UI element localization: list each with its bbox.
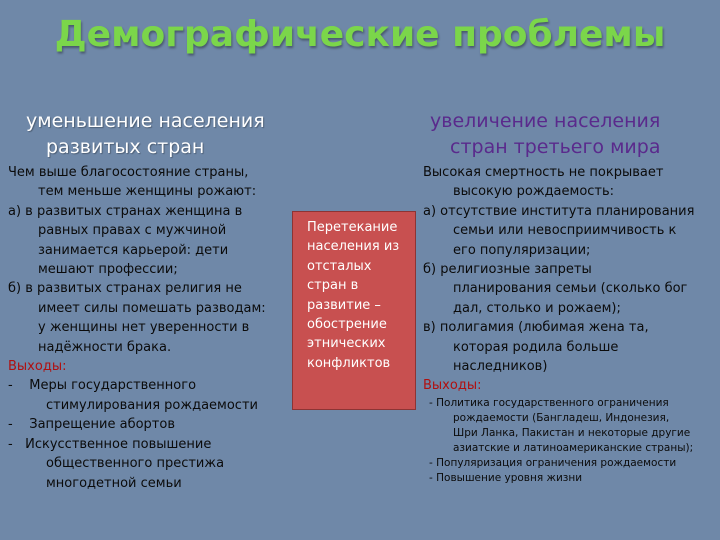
right-measure — [423, 471, 719, 486]
right-line: планирования семьи (сколько бог — [453, 281, 688, 297]
left-line: мешают профессии; — [38, 262, 178, 278]
left-line: занимается карьерой: дети — [38, 242, 229, 258]
right-line: которая родила больше — [453, 339, 619, 355]
right-column — [423, 163, 719, 486]
right-line: б) религиозные запреты — [423, 262, 592, 278]
box-line: стран в — [307, 278, 359, 294]
left-heading-line-2: развитых стран — [46, 136, 205, 158]
slide-title: Демографические проблемы — [54, 14, 666, 55]
dash-marker: - — [8, 378, 13, 394]
dash-marker: - — [8, 417, 13, 433]
dash-marker: - — [429, 396, 433, 409]
dash-marker: - — [8, 436, 13, 452]
right-line: наследников) — [453, 359, 548, 375]
measure-line: Популяризация ограничения рождаемости — [436, 456, 677, 469]
box-line: этнических — [307, 336, 386, 352]
box-line: отсталых — [307, 258, 372, 274]
right-line: семьи или невосприимчивость к — [453, 223, 677, 239]
right-point-a — [423, 202, 719, 260]
measure-line: стимулирования рождаемости — [46, 397, 258, 413]
left-measure — [8, 376, 298, 415]
measure-line: Запрещение абортов — [29, 417, 175, 433]
right-point-c — [423, 318, 719, 376]
box-line: обострение — [307, 317, 387, 333]
right-measure — [423, 456, 719, 471]
left-line: б) в развитых странах религия не — [8, 281, 242, 297]
measure-line: Шри Ланка, Пакистан и некоторые другие — [453, 426, 691, 439]
right-line: его популяризации; — [453, 242, 591, 258]
left-line: а) в развитых странах женщина в — [8, 203, 243, 219]
migration-box — [292, 211, 416, 410]
left-heading — [26, 108, 326, 160]
right-intro — [423, 163, 719, 202]
box-line: населения из — [307, 239, 400, 255]
left-heading-line-1: уменьшение населения — [26, 110, 265, 132]
right-line: высокую рождаемость: — [453, 184, 615, 200]
measure-line: Искусственное повышение — [25, 436, 212, 452]
dash-marker: - — [429, 471, 433, 484]
right-line: а) отсутствие института планирования — [423, 203, 695, 219]
left-measure — [8, 435, 298, 493]
left-point-b — [8, 279, 298, 357]
box-line: конфликтов — [307, 355, 391, 371]
right-measure — [423, 396, 719, 456]
measure-line: азиатские и латиноамериканские страны); — [453, 441, 694, 454]
left-column — [8, 163, 298, 493]
right-point-b — [423, 260, 719, 318]
right-measures — [423, 396, 719, 486]
measure-line: Меры государственного — [29, 378, 197, 394]
left-line: надёжности брака. — [38, 339, 172, 355]
box-line: Перетекание — [307, 220, 398, 235]
left-line: имеет силы помешать разводам: — [38, 300, 266, 316]
left-intro — [8, 163, 298, 202]
right-heading-line-1: увеличение населения — [430, 110, 661, 132]
right-outputs-label: Выходы: — [423, 378, 482, 394]
right-line: дал, столько и рожаем); — [453, 300, 621, 316]
left-line: тем меньше женщины рожают: — [38, 184, 257, 200]
measure-line: общественного престижа — [46, 456, 225, 472]
right-line: Высокая смертность не покрывает — [423, 165, 664, 180]
measure-line: многодетной семьи — [46, 475, 182, 491]
left-measure — [8, 415, 298, 434]
left-line: у женщины нет уверенности в — [38, 320, 250, 336]
box-line: развитие – — [307, 297, 381, 313]
measure-line: рождаемости (Бангладеш, Индонезия, — [453, 411, 670, 424]
right-heading — [430, 108, 720, 160]
left-line: Чем выше благосостояние страны, — [8, 165, 249, 180]
measure-line: Повышение уровня жизни — [436, 471, 583, 484]
measure-line: Политика государственного ограничения — [436, 396, 669, 409]
right-heading-line-2: стран третьего мира — [450, 136, 661, 158]
right-line: в) полигамия (любимая жена та, — [423, 320, 649, 336]
left-point-a — [8, 202, 298, 280]
dash-marker: - — [429, 456, 433, 469]
left-outputs-label: Выходы: — [8, 359, 67, 375]
left-line: равных правах с мужчиной — [38, 223, 227, 239]
